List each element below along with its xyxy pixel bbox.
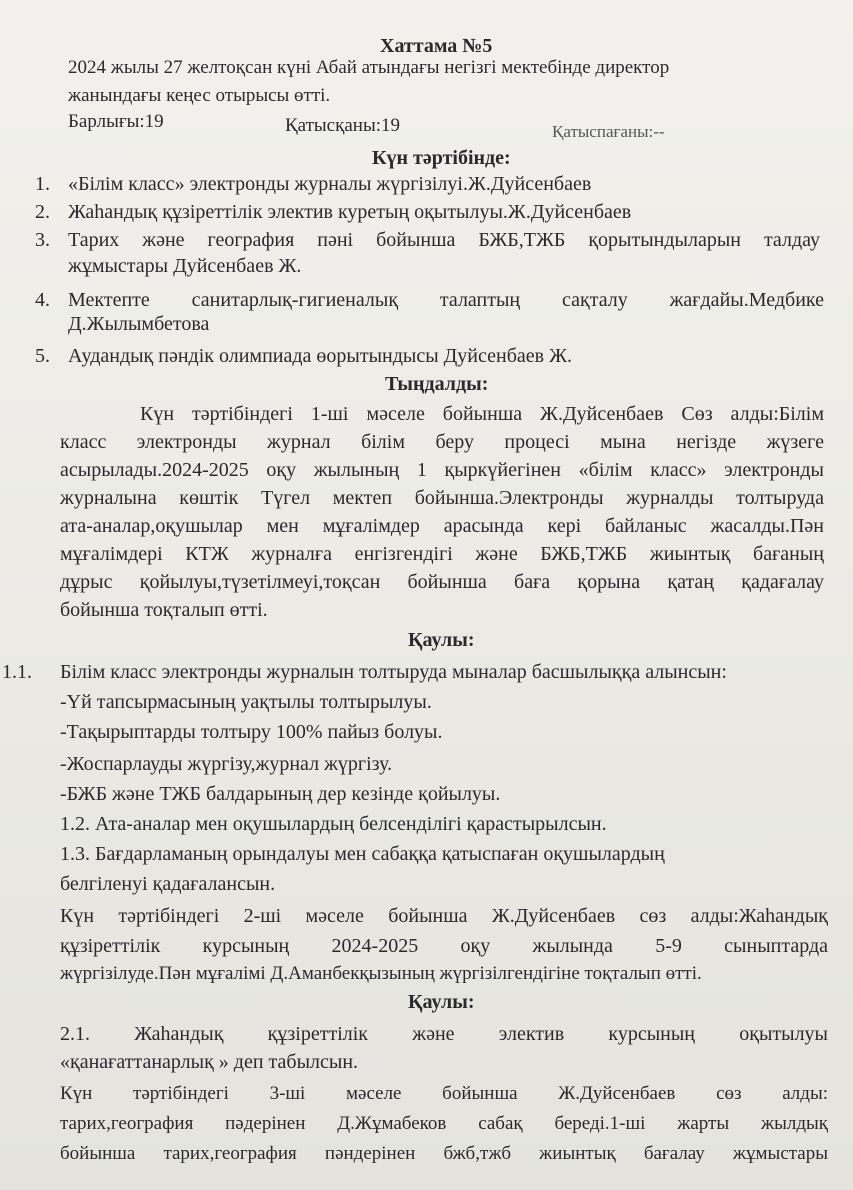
agenda-item-text: Аудандық пәндік олимпиада өорытындысы Дуйсенбаев Ж. [68,345,573,367]
decision-line: -Тақырыптарды толтыру 100% пайыз болуы. [60,721,443,743]
item3-paragraph-line: Күн тәртібіндегі 3-ші мәселе бойынша Ж.Дуйсенбаев сөз алды: [60,1083,828,1104]
decision-line: Білім класс электронды журналын толтыруда мыналар басшылыққа алынсын: [60,661,727,683]
intro-line: 2024 жылы 27 желтоқсан күні Абай атындағы негізгі мектебінде директор [68,57,670,78]
agenda-item-number: 2. [35,201,50,223]
attendance-absent: Қатыспағаны:-- [552,122,665,141]
heard-heading: Тыңдалды: [385,373,489,395]
decision-item-number: 1.1. [2,661,32,683]
decision2-line: «қанағаттанарлық » деп табылсын. [60,1051,359,1073]
decision-line: -БЖБ және ТЖБ балдарының дер кезінде қойылуы. [60,783,501,805]
decision-line: 1.3. Бағдарламаның орындалуы мен сабаққа қатыспаған оқушылардың [60,843,665,865]
agenda-item-text: Жаһандық құзіреттілік электив куретың оқытылуы.Ж.Дуйсенбаев [68,201,632,223]
decision-line: белгіленуі қадағалансын. [60,873,276,895]
attendance-present: Қатысқаны:19 [285,115,400,136]
agenda-item-number: 3. [35,229,50,251]
agenda-item-text: жұмыстары Дуйсенбаев Ж. [68,255,302,277]
attendance-total: Барлығы:19 [68,111,164,132]
decision-line: -Үй тапсырмасының уақтылы толтырылуы. [60,691,432,713]
agenda-item-number: 4. [35,289,50,311]
document-title: Хаттама №5 [380,35,493,57]
heard-paragraph-line: дұрыс қойылуы,түзетілмеуі,тоқсан бойынша баға қорына қатаң қадағалау [60,571,824,593]
intro-line: жанындағы кеңес отырысы өтті. [68,85,331,106]
decision-line: -Жоспарлауды жүргізу,журнал жүргізу. [60,753,393,775]
item3-paragraph-line: тарих,география пәдерінен Д.Жұмабеков сабақ береді.1-ші жарты жылдық [60,1113,828,1134]
heard-paragraph-line: асырылады.2024-2025 оқу жылының 1 қыркүйегінен «білім класс» электронды [60,459,824,481]
agenda-item-text: Д.Жылымбетова [68,313,210,335]
heard-paragraph-line: ата-аналар,оқушылар мен мұғалімдер арасында кері байланыс жасалды.Пән [60,515,824,537]
agenda-item-text: Мектепте санитарлық-гигиеналық талаптың сақталу жағдайы.Медбике [68,289,824,311]
agenda-item-number: 5. [35,345,50,367]
heard-paragraph-line: журналына көштік Түгел мектеп бойынша.Электронды журналды толтыруда [60,487,824,509]
decision2-line: 2.1. Жаһандық құзіреттілік және электив курсының оқытылуы [60,1023,828,1045]
agenda-item-number: 1. [35,173,50,195]
heard-paragraph-line: Күн тәртібіндегі 1-ші мәселе бойынша Ж.Дуйсенбаев Сөз алды:Білім [140,403,824,425]
item3-paragraph-line: бойынша тарих,география пәндерінен бжб,тжб жиынтық бағалау жұмыстары [60,1143,828,1164]
item2-paragraph-line: құзіреттілік курсының 2024-2025 оқу жылында 5-9 сыныптарда [60,935,828,957]
agenda-heading: Күн тәртібінде: [372,147,511,169]
item2-paragraph-line: Күн тәртібіндегі 2-ші мәселе бойынша Ж.Дуйсенбаев сөз алды:Жаһандық [60,905,828,927]
decision-line: 1.2. Ата-аналар мен оқушылардың белсенділігі қарастырылсын. [60,813,607,835]
agenda-item-text: Тарих және география пәні бойынша БЖБ,ТЖБ қорытындыларын талдау [68,229,820,251]
heard-paragraph-line: бойынша тоқталып өтті. [60,599,268,621]
item2-paragraph-line: жүргізілуде.Пән мұғалімі Д.Аманбекқызының жүргізілгендігіне тоқталып өтті. [60,963,702,984]
decision-heading: Қаулы: [408,991,475,1013]
agenda-item-text: «Білім класс» электронды журналы жүргізілуі.Ж.Дуйсенбаев [68,173,592,195]
heard-paragraph-line: мұғалімдері КТЖ журналға енгізгендігі және БЖБ,ТЖБ жиынтық бағаның [60,543,824,565]
decision-heading: Қаулы: [408,629,475,651]
heard-paragraph-line: класс электронды журнал білім беру процесі мына негізде жүзеге [60,431,824,453]
